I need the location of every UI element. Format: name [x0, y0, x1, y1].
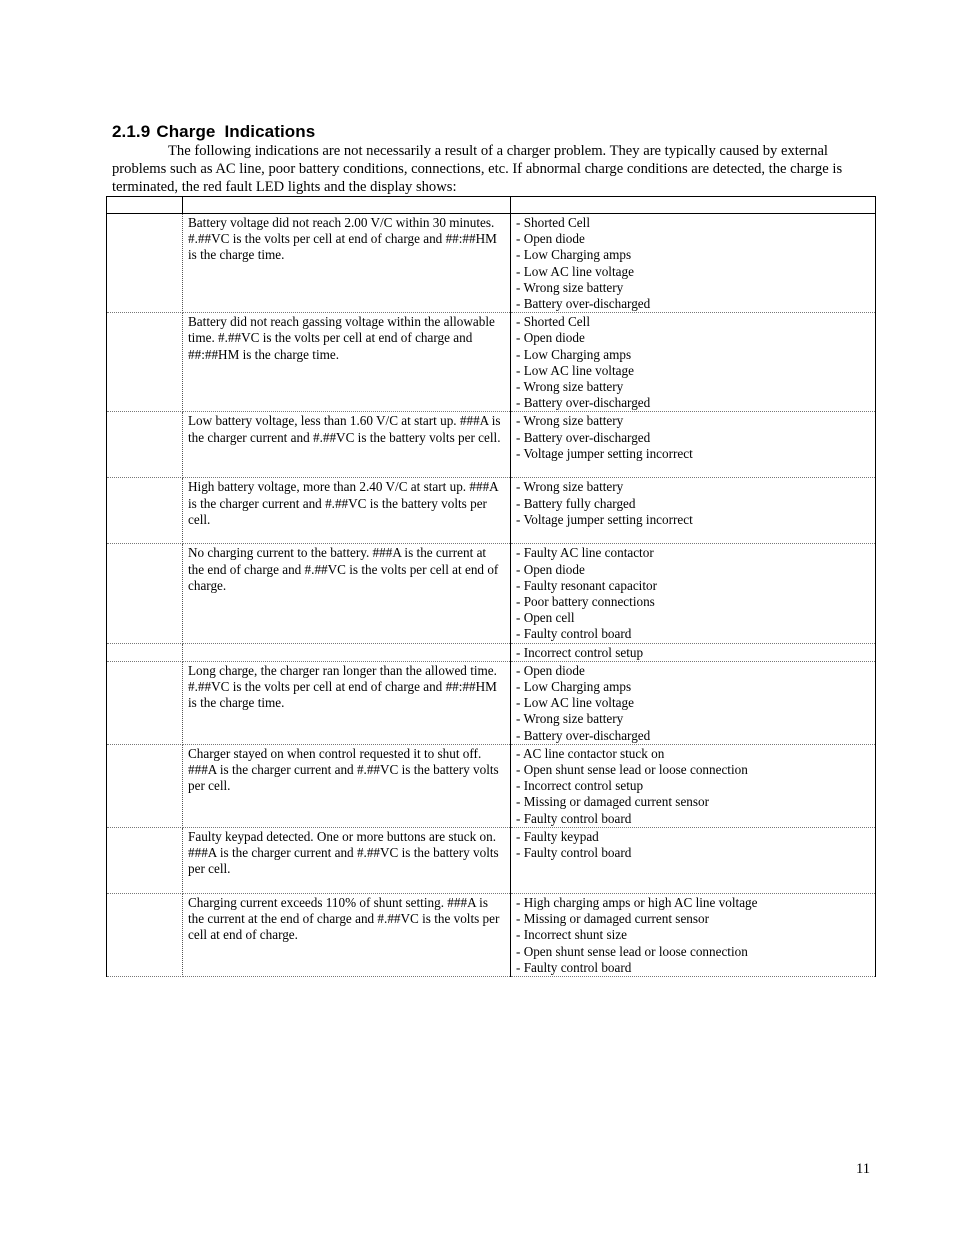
cause-item: - Battery over-discharged	[516, 727, 651, 743]
cause-item: - Low AC line voltage	[516, 263, 634, 279]
table-row	[107, 827, 876, 893]
description-cell: Low battery voltage, less than 1.60 V/C at start up. ###A is the charger current and #.##VC is the battery volts per cell.	[183, 412, 511, 478]
description-cell: Battery voltage did not reach 2.00 V/C within 30 minutes. #.##VC is the volts per cell at end of charge and ##:##HM is the charge time.	[183, 214, 511, 313]
cause-item: - Missing or damaged current sensor	[516, 794, 710, 810]
cause-item: - Wrong size battery	[516, 379, 624, 395]
section-number: 2.1.9	[112, 122, 151, 141]
cause-item: - Open diode	[516, 662, 585, 678]
cause-item: - Battery fully charged	[516, 495, 636, 511]
cause-item: - Faulty AC line contactor	[516, 545, 654, 561]
cause-item: - Open cell	[516, 610, 575, 626]
table-row	[107, 412, 876, 478]
description-cell: No charging current to the battery. ###A is the current at the end of charge and #.##VC is the volts per cell at end of charge.	[183, 544, 511, 643]
header-cell-description	[183, 197, 511, 214]
section-title-word-2: Indications	[224, 122, 316, 141]
cause-item: - Battery over-discharged	[516, 395, 651, 411]
table-row	[107, 313, 876, 412]
causes-cell	[511, 412, 876, 478]
description-cell: High battery voltage, more than 2.40 V/C at start up. ###A is the charger current and #.##VC is the battery volts per cell.	[183, 478, 511, 544]
display-cell	[107, 214, 183, 313]
cause-item: - Battery over-discharged	[516, 429, 651, 445]
cause-item: - Missing or damaged current sensor	[516, 911, 710, 927]
display-cell	[107, 478, 183, 544]
cause-item: - Faulty control board	[516, 959, 632, 975]
section-title-word-1: Charge	[156, 122, 216, 141]
table-row	[107, 214, 876, 313]
page-number: 11	[856, 1161, 871, 1177]
description-cell: Charger stayed on when control requested it to shut off. ###A is the charger current and #.##VC is the battery volts per cell.	[183, 744, 511, 827]
cause-item: - Wrong size battery	[516, 711, 624, 727]
description-cell	[183, 643, 511, 661]
intro-text: The following indications are not necessarily a result of a charger problem. They are typically caused by external problems such as AC line, poor battery conditions, connections, etc. If abnormal charge conditions are detected, the charge is terminated, the red fault LED lights and the display shows:	[112, 143, 843, 195]
causes-cell	[511, 827, 876, 893]
cause-item: - Battery over-discharged	[516, 296, 651, 312]
header-cell-display	[107, 197, 183, 214]
causes-cell	[511, 643, 876, 661]
cause-item: - Low AC line voltage	[516, 695, 634, 711]
table-header-row	[107, 197, 876, 214]
cause-item: - Faulty resonant capacitor	[516, 577, 657, 593]
cause-item: - AC line contactor stuck on	[516, 745, 665, 761]
cause-item: - Wrong size battery	[516, 279, 624, 295]
charge-indications-table	[106, 196, 876, 977]
causes-cell	[511, 544, 876, 643]
causes-cell	[511, 661, 876, 744]
causes-cell	[511, 893, 876, 976]
cause-item: - Shorted Cell	[516, 314, 590, 330]
causes-cell	[511, 744, 876, 827]
cause-item: - Faulty keypad	[516, 828, 599, 844]
display-cell	[107, 544, 183, 643]
cause-item: - Open diode	[516, 231, 585, 247]
table-row	[107, 661, 876, 744]
section-heading	[112, 122, 315, 142]
cause-item: - Shorted Cell	[516, 215, 590, 230]
cause-item: - Poor battery connections	[516, 594, 655, 610]
display-cell	[107, 412, 183, 478]
cause-item: - Faulty control board	[516, 626, 632, 642]
intro-paragraph	[112, 142, 874, 196]
description-cell: Battery did not reach gassing voltage within the allowable time. #.##VC is the volts per cell at end of charge and ##:##HM is the charge time.	[183, 313, 511, 412]
cause-item: - Open shunt sense lead or loose connection	[516, 943, 748, 959]
display-cell	[107, 643, 183, 661]
causes-cell	[511, 214, 876, 313]
description-cell: Charging current exceeds 110% of shunt setting. ###A is the current at the end of charge and #.##VC is the volts per cell at end of charge.	[183, 893, 511, 976]
display-cell	[107, 661, 183, 744]
table-row	[107, 744, 876, 827]
cause-item: - Open shunt sense lead or loose connection	[516, 762, 748, 778]
cause-item: - Low Charging amps	[516, 679, 632, 695]
cause-item: - Open diode	[516, 330, 585, 346]
cause-item: - Incorrect control setup	[516, 778, 644, 794]
cause-item: - Low Charging amps	[516, 346, 632, 362]
table-row	[107, 643, 876, 661]
cause-item: - High charging amps or high AC line voltage	[516, 894, 758, 910]
cause-item: - Open diode	[516, 561, 585, 577]
cause-item: - Low AC line voltage	[516, 362, 634, 378]
description-cell: Faulty keypad detected. One or more buttons are stuck on. ###A is the charger current and #.##VC is the battery volts per cell.	[183, 827, 511, 893]
display-cell	[107, 313, 183, 412]
display-cell	[107, 744, 183, 827]
table-row	[107, 544, 876, 643]
causes-cell	[511, 478, 876, 544]
cause-item: - Wrong size battery	[516, 413, 624, 429]
cause-item: - Wrong size battery	[516, 479, 624, 495]
cause-item: - Low Charging amps	[516, 247, 632, 263]
display-cell	[107, 827, 183, 893]
cause-item: - Faulty control board	[516, 810, 632, 826]
cause-item: - Voltage jumper setting incorrect	[516, 511, 693, 527]
description-cell: Long charge, the charger ran longer than the allowed time. #.##VC is the volts per cell at end of charge and ##:##HM is the charge time.	[183, 661, 511, 744]
display-cell	[107, 893, 183, 976]
cause-item: - Faulty control board	[516, 845, 632, 861]
cause-item: - Incorrect shunt size	[516, 927, 627, 943]
cause-item: - Voltage jumper setting incorrect	[516, 445, 693, 461]
header-cell-causes	[511, 197, 876, 214]
cause-item: - Incorrect control setup	[516, 644, 644, 660]
causes-cell	[511, 313, 876, 412]
table-row	[107, 893, 876, 976]
table-row	[107, 478, 876, 544]
